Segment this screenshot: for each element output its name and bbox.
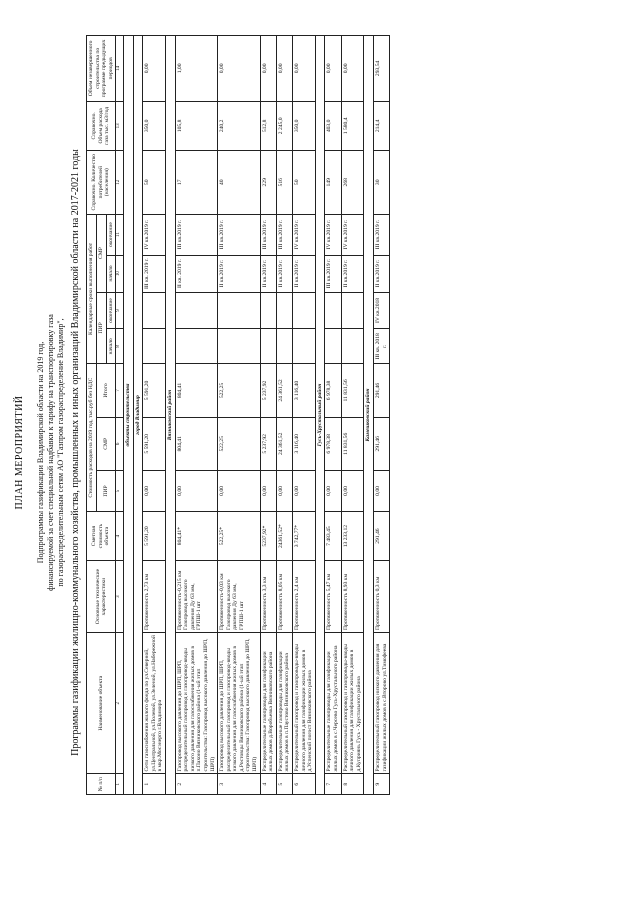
pir-start bbox=[293, 329, 316, 364]
smr-end: III кв.2019 г. bbox=[218, 214, 261, 255]
total-cost: 11 831,56 bbox=[341, 364, 364, 417]
header-pir-start: начало bbox=[106, 329, 116, 364]
smr-end: IV кв.2019 г. bbox=[293, 214, 316, 255]
pir-start bbox=[218, 329, 261, 364]
object-name: Распределительный газопровод и газопроводы-вводы личного давления для газификации жилых домов в д.Куприянь Гусь - Хрустального района bbox=[341, 632, 364, 774]
column-index-row bbox=[116, 36, 124, 795]
column-index-cell: 7 bbox=[116, 364, 124, 417]
pir-start: III кв. 2018 г. bbox=[373, 329, 389, 364]
tech-specs: Протяженность-0,215 км Газопровод высокого давления Ду 63 мм, ГРПШ-1 шт bbox=[175, 561, 218, 633]
table-row bbox=[373, 36, 389, 795]
estimated-cost: 522,25* bbox=[218, 511, 261, 560]
tech-specs: Протяженность 8,05 км bbox=[276, 561, 292, 633]
remaining-volume: 0,00 bbox=[293, 36, 316, 102]
total-cost: 5 237,92 bbox=[260, 364, 276, 417]
group-row bbox=[315, 36, 325, 795]
header-pir: ПИР bbox=[96, 470, 116, 511]
column-index-cell: 8 bbox=[116, 329, 124, 364]
pir-start bbox=[175, 329, 218, 364]
group-row bbox=[364, 36, 374, 795]
gas-volume: 512,8 bbox=[260, 101, 276, 150]
gas-volume: 403,0 bbox=[325, 101, 341, 150]
header-num: № п/п bbox=[87, 774, 116, 795]
pir-cost: 0,00 bbox=[218, 470, 261, 511]
pir-cost: 0,00 bbox=[143, 470, 166, 511]
remaining-volume: 0,00 bbox=[260, 36, 276, 102]
group-title: Камешковский район bbox=[364, 36, 374, 795]
estimated-cost: 3 742,77* bbox=[293, 511, 316, 560]
smr-end: III кв.2019 г. bbox=[175, 214, 218, 255]
table-row bbox=[325, 36, 341, 795]
pir-end bbox=[341, 292, 364, 329]
object-name: Распределительный газопровод низкого давления для газификации жилых домов в с.Второво ул.Тимофеева bbox=[373, 632, 389, 774]
smr-cost: 24 361,52 bbox=[276, 417, 292, 470]
smr-cost: 804,41 bbox=[175, 417, 218, 470]
consumers: 50 bbox=[143, 150, 166, 214]
smr-cost: 291,46 bbox=[373, 417, 389, 470]
table-row bbox=[276, 36, 292, 795]
smr-end: IV кв.2019 г. bbox=[325, 214, 341, 255]
remaining-volume: 0,00 bbox=[143, 36, 166, 102]
estimated-cost: 5 591,20 bbox=[143, 511, 166, 560]
column-index-cell: 12 bbox=[116, 150, 124, 214]
smr-start: III кв.2019 г. bbox=[325, 255, 341, 292]
total-cost: 5 591,20 bbox=[143, 364, 166, 417]
tech-specs: Протяженность 3,3 км bbox=[260, 561, 276, 633]
tech-specs: Протяженность 2,4 км bbox=[293, 561, 316, 633]
header-expenses: Стоимость расходов на 2019 год, тыс.руб без НДС bbox=[87, 364, 97, 512]
table-row bbox=[143, 36, 166, 795]
object-name: Распределительные газопроводы для газификации жилых домов д.Воробьевка Вязниковского района bbox=[260, 632, 276, 774]
smr-start: II кв.2019 г. bbox=[276, 255, 292, 292]
pir-end bbox=[175, 292, 218, 329]
column-index-cell: 1 bbox=[116, 774, 124, 795]
smr-cost: 5 237,92 bbox=[260, 417, 276, 470]
object-name: Сети газоснабжения жилого фонда по ул.Северной, ул.Центральной, ул.Полевой, ул.Зеленой, ул.Набережной в мкр.Мосэнерго г.Владимира bbox=[143, 632, 166, 774]
estimated-cost: 24361,52* bbox=[276, 511, 292, 560]
header-cost: Сметная стоимость объекта bbox=[87, 511, 116, 560]
object-name: Газопровод высокого давления до ШРП, ШРП, распределительный газопровод и газопровод-вводы низкого давления для газоснабжения жилых домов в д.Ростовцы Вязниковского района (1-ый этап строительства: Газопровод высокого давления до ШРП, ШРП) bbox=[218, 632, 261, 774]
pir-end bbox=[325, 292, 341, 329]
tech-specs: Протяженность 0,3 км bbox=[373, 561, 389, 633]
total-cost: 24 361,52 bbox=[276, 364, 292, 417]
header-pir-deadline: ПИР bbox=[96, 292, 106, 364]
header-smr-deadline: СМР bbox=[96, 214, 106, 292]
row-num: 2 bbox=[175, 774, 218, 795]
remaining-volume: 0,00 bbox=[341, 36, 364, 102]
smr-cost: 3 116,40 bbox=[293, 417, 316, 470]
header-smr-end: окончание bbox=[106, 214, 116, 255]
gas-volume: 105,8 bbox=[175, 101, 218, 150]
column-index-cell: 3 bbox=[116, 561, 124, 633]
smr-start: III кв. 2019 г. bbox=[143, 255, 166, 292]
doc-subtitle bbox=[36, 0, 66, 905]
table-body bbox=[123, 36, 389, 795]
smr-cost: 5 591,20 bbox=[143, 417, 166, 470]
smr-start: II кв.2019 г. bbox=[260, 255, 276, 292]
header-tech: Основные технические характеристики bbox=[87, 561, 116, 633]
row-num: 4 bbox=[260, 774, 276, 795]
pir-start bbox=[143, 329, 166, 364]
estimated-cost: 5237,92* bbox=[260, 511, 276, 560]
pir-cost: 0,00 bbox=[373, 470, 389, 511]
smr-start: II кв.2019 г. bbox=[373, 255, 389, 292]
smr-end: III кв.2019 г. bbox=[276, 214, 292, 255]
header-remaining: Объем незавершенного строительства по программе предыдущих периодов bbox=[87, 36, 116, 102]
total-cost: 291,46 bbox=[373, 364, 389, 417]
smr-start: II кв. 2019 г. bbox=[175, 255, 218, 292]
smr-cost: 6 978,38 bbox=[325, 417, 341, 470]
smr-end: III кв.2019 г. bbox=[260, 214, 276, 255]
pir-start bbox=[325, 329, 341, 364]
total-cost: 522,25 bbox=[218, 364, 261, 417]
group-title: Гусь-Хрустальный район bbox=[315, 36, 325, 795]
tech-specs: Протяженность 5,47 км bbox=[325, 561, 341, 633]
column-index-cell: 5 bbox=[116, 470, 124, 511]
gas-volume: 1 580,4 bbox=[341, 101, 364, 150]
row-num: 9 bbox=[373, 774, 389, 795]
header-gas-volume: Справочно. Объем расхода газа тыс. м3/год bbox=[87, 101, 116, 150]
doc-title: ПЛАН МЕРОПРИЯТИЙ bbox=[14, 395, 25, 510]
column-index-cell: 9 bbox=[116, 292, 124, 329]
program-title: Программы газификации жилищно-коммунального хозяйства, промышленных и иных организаций Владимирской области на 2017-2021 годы bbox=[70, 149, 81, 756]
consumers: 30 bbox=[373, 150, 389, 214]
column-index-cell: 13 bbox=[116, 101, 124, 150]
pir-end bbox=[260, 292, 276, 329]
consumers: 268 bbox=[341, 150, 364, 214]
section-row bbox=[123, 36, 133, 795]
pir-cost: 0,00 bbox=[260, 470, 276, 511]
pir-cost: 0,00 bbox=[276, 470, 292, 511]
tech-specs: Протяженность-0,03 км Газопровод высокого давления Ду 63 мм, ГРПШ-1 шт bbox=[218, 561, 261, 633]
consumers: 50 bbox=[293, 150, 316, 214]
consumers: 149 bbox=[325, 150, 341, 214]
smr-end: IV кв.2019 г. bbox=[143, 214, 166, 255]
table-row bbox=[260, 36, 276, 795]
gas-volume: 240,2 bbox=[218, 101, 261, 150]
header-deadlines: Календарные сроки выполнения работ bbox=[87, 214, 97, 364]
object-name: Распределительные газопроводы для газификации жилых домов в с.Черсево Гусь-Хрустального района bbox=[325, 632, 341, 774]
estimated-cost: 291,46 bbox=[373, 511, 389, 560]
header-name: Наименование объекта bbox=[87, 632, 116, 774]
object-name: Газопровод высокого давления до ШРП, ШРП, распределительный газопровод и газопровод-вводы низкого давления для газоснабжения жилых домов в п.Пахоно Вязниковского района (1-ый этап строительства: Газопровод высокого давления до ШРП, ШРП) bbox=[175, 632, 218, 774]
smr-cost: 11 831,56 bbox=[341, 417, 364, 470]
consumers: 229 bbox=[260, 150, 276, 214]
pir-end bbox=[218, 292, 261, 329]
column-index-cell: 4 bbox=[116, 511, 124, 560]
pir-end bbox=[293, 292, 316, 329]
header-smr-start: начало bbox=[106, 255, 116, 292]
subtitle-line-3: по газораспределительным сетям АО "Газпром газораспределение Владимир", bbox=[56, 318, 65, 587]
object-name: Распределительные газопроводы для газификации жилых домов в п.Паустово Вязниковского района bbox=[276, 632, 292, 774]
subtitle-line-1: Подпрограммы газификации Владимирской области на 2019 год, bbox=[36, 341, 45, 564]
row-num: 3 bbox=[218, 774, 261, 795]
pir-start bbox=[341, 329, 364, 364]
row-num: 6 bbox=[293, 774, 316, 795]
smr-start: II кв.2019 г. bbox=[293, 255, 316, 292]
column-index-cell: 2 bbox=[116, 632, 124, 774]
row-num: 5 bbox=[276, 774, 292, 795]
header-pir-end: окончание bbox=[106, 292, 116, 329]
plan-table bbox=[86, 35, 390, 795]
consumers: 17 bbox=[175, 150, 218, 214]
tech-specs: Протяженность 2,73 км bbox=[143, 561, 166, 633]
table-header bbox=[87, 36, 124, 795]
total-cost: 3 116,40 bbox=[293, 364, 316, 417]
pir-end bbox=[143, 292, 166, 329]
header-smr: СМР bbox=[96, 417, 116, 470]
group-row bbox=[133, 36, 143, 795]
group-row bbox=[165, 36, 175, 795]
remaining-volume: 0,00 bbox=[276, 36, 292, 102]
column-index-cell: 11 bbox=[116, 214, 124, 255]
consumers: 516 bbox=[276, 150, 292, 214]
column-index-cell: 6 bbox=[116, 417, 124, 470]
pir-cost: 0,00 bbox=[175, 470, 218, 511]
remaining-volume: 0,00 bbox=[325, 36, 341, 102]
pir-end: IV кв.2018 bbox=[373, 292, 389, 329]
group-title: Вязниковский район bbox=[165, 36, 175, 795]
total-cost: 804,41 bbox=[175, 364, 218, 417]
table-row bbox=[218, 36, 261, 795]
remaining-volume: 293,54 bbox=[373, 36, 389, 102]
row-num: 7 bbox=[325, 774, 341, 795]
pir-cost: 0,00 bbox=[341, 470, 364, 511]
remaining-volume: 0,00 bbox=[218, 36, 261, 102]
remaining-volume: 1,00 bbox=[175, 36, 218, 102]
gas-volume: 350,0 bbox=[143, 101, 166, 150]
table-row bbox=[293, 36, 316, 795]
section-label: объекты строительства bbox=[123, 36, 133, 795]
pir-cost: 0,00 bbox=[325, 470, 341, 511]
table-row bbox=[341, 36, 364, 795]
tech-specs: Протяженность 8,93 км bbox=[341, 561, 364, 633]
gas-volume: 214,4 bbox=[373, 101, 389, 150]
smr-end: III кв.2019 г. bbox=[373, 214, 389, 255]
header-total: Итого bbox=[96, 364, 116, 417]
column-index-cell: 10 bbox=[116, 255, 124, 292]
consumers: 40 bbox=[218, 150, 261, 214]
table-row bbox=[175, 36, 218, 795]
header-consumers: Справочно. Количество потребителей (населения) bbox=[87, 150, 116, 214]
pir-start bbox=[276, 329, 292, 364]
object-name: Распределительный газопровод и газопроводы-вводы личного давления для газификации жилых домов в д.Успенский погост Вязниковского района bbox=[293, 632, 316, 774]
smr-end: IV кв.2019 г. bbox=[341, 214, 364, 255]
gas-volume: 350,0 bbox=[293, 101, 316, 150]
estimated-cost: 804,41* bbox=[175, 511, 218, 560]
smr-start: II кв.2019 г. bbox=[218, 255, 261, 292]
group-title: город Владимир bbox=[133, 36, 143, 795]
smr-start: II кв.2019 г. bbox=[341, 255, 364, 292]
pir-end bbox=[276, 292, 292, 329]
row-num: 8 bbox=[341, 774, 364, 795]
column-index-cell: 14 bbox=[116, 36, 124, 102]
pir-start bbox=[260, 329, 276, 364]
estimated-cost: 7 483,45 bbox=[325, 511, 341, 560]
pir-cost: 0,00 bbox=[293, 470, 316, 511]
estimated-cost: 13 233,12 bbox=[341, 511, 364, 560]
total-cost: 6 978,38 bbox=[325, 364, 341, 417]
smr-cost: 522,25 bbox=[218, 417, 261, 470]
row-num: 1 bbox=[143, 774, 166, 795]
gas-volume: 2 245,0 bbox=[276, 101, 292, 150]
subtitle-line-2: финансируемой за счет специальной надбавки к тарифу на транспортировку газа bbox=[46, 314, 55, 591]
